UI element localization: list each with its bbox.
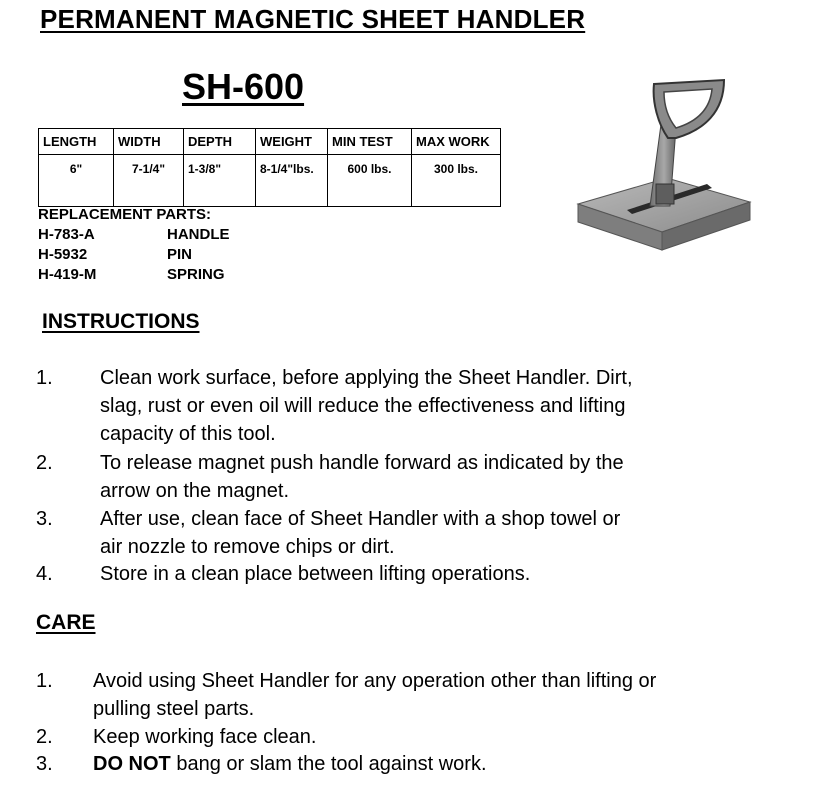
instructions-heading: INSTRUCTIONS xyxy=(42,310,200,333)
replacement-parts-heading: REPLACEMENT PARTS: xyxy=(38,206,212,223)
spec-header-weight: WEIGHT xyxy=(256,129,328,155)
item-number: 3. xyxy=(36,508,53,530)
item-text-rest: bang or slam the tool against work. xyxy=(170,753,487,775)
item-text-line: slag, rust or even oil will reduce the effectiveness and lifting xyxy=(100,395,626,417)
specifications-table xyxy=(38,128,501,207)
part-code: H-5932 xyxy=(38,246,88,263)
item-text-line: air nozzle to remove chips or dirt. xyxy=(100,536,395,558)
item-number: 3. xyxy=(36,753,53,775)
item-number: 1. xyxy=(36,670,53,692)
spec-header-max-work: MAX WORK xyxy=(412,129,501,155)
instruction-item-4 xyxy=(36,560,776,588)
spec-value-max-work: 300 lbs. xyxy=(412,155,501,207)
item-text-line xyxy=(93,750,487,778)
spec-value-min-test: 600 lbs. xyxy=(328,155,412,207)
spec-header-length: LENGTH xyxy=(39,129,114,155)
item-text-line: Avoid using Sheet Handler for any operation other than lifting or xyxy=(93,670,657,692)
item-text-line: After use, clean face of Sheet Handler with a shop towel or xyxy=(100,508,621,530)
item-text-line: Store in a clean place between lifting operations. xyxy=(100,563,531,585)
item-text-line: pulling steel parts. xyxy=(93,698,255,720)
item-text-line: Keep working face clean. xyxy=(93,726,317,748)
document-title: PERMANENT MAGNETIC SHEET HANDLER xyxy=(40,4,586,34)
item-number: 4. xyxy=(36,563,53,585)
instruction-item-3 xyxy=(36,505,776,561)
part-name: SPRING xyxy=(167,266,225,283)
item-text-line: arrow on the magnet. xyxy=(100,480,289,502)
care-item-3 xyxy=(36,750,796,778)
item-text-line: To release magnet push handle forward as indicated by the xyxy=(100,452,624,474)
instruction-item-2 xyxy=(36,449,776,505)
item-text-line: Clean work surface, before applying the Sheet Handler. Dirt, xyxy=(100,367,633,389)
item-text-line: capacity of this tool. xyxy=(100,423,276,445)
part-name: HANDLE xyxy=(167,226,230,243)
model-number: SH-600 xyxy=(182,66,305,107)
spec-header-depth: DEPTH xyxy=(184,129,256,155)
emphasis-text: DO NOT xyxy=(93,753,171,775)
spec-value-weight: 8-1/4"lbs. xyxy=(256,155,328,207)
spec-value-width: 7-1/4" xyxy=(114,155,184,207)
spec-value-length: 6" xyxy=(39,155,114,207)
spec-header-row xyxy=(39,129,501,155)
part-name: PIN xyxy=(167,246,193,263)
care-item-1 xyxy=(36,667,796,723)
item-number: 2. xyxy=(36,726,53,748)
spec-header-min-test: MIN TEST xyxy=(328,129,412,155)
spec-value-row xyxy=(39,155,501,207)
part-code: H-783-A xyxy=(38,226,95,243)
care-heading: CARE xyxy=(36,611,96,634)
part-code: H-419-M xyxy=(38,266,97,283)
spec-value-depth: 1-3/8" xyxy=(184,155,256,207)
item-number: 2. xyxy=(36,452,53,474)
care-item-2 xyxy=(36,723,796,751)
spec-header-width: WIDTH xyxy=(114,129,184,155)
item-number: 1. xyxy=(36,367,53,389)
sheet-handler-image xyxy=(572,72,762,257)
instruction-item-1 xyxy=(36,364,776,448)
